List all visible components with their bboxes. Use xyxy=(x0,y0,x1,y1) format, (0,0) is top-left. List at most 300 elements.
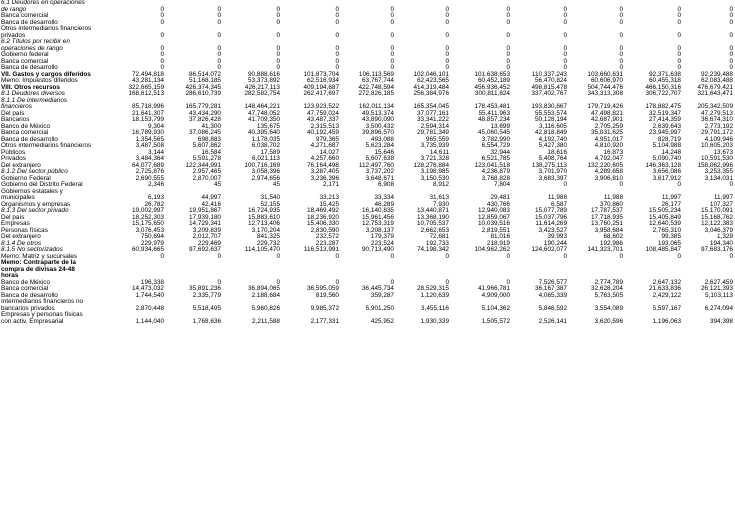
cell-value: 42,818,849 xyxy=(535,129,567,136)
row-label: VII. Gastos y cargos diferidos xyxy=(1,70,91,78)
cell-value: 41,709,350 xyxy=(248,116,280,123)
cell-value: 979,365 xyxy=(315,135,339,143)
cell-value: 23,945,997 xyxy=(649,129,681,136)
cell-value: 5,846,592 xyxy=(538,304,567,312)
cell-value: 108,485,847 xyxy=(645,246,681,253)
cell-value: 31,540 xyxy=(260,194,280,201)
cell-value: 0 xyxy=(390,31,394,39)
cell-value: 0 xyxy=(335,57,339,65)
cell-value: 16,724,935 xyxy=(248,207,280,214)
cell-value: 1,178,035 xyxy=(251,135,280,143)
cell-value: 36,674,310 xyxy=(701,116,733,123)
row-label: 8.1.5 No sectorizados xyxy=(1,246,63,253)
cell-value: 3,683,397 xyxy=(538,174,567,182)
cell-value: 35,031,625 xyxy=(591,129,623,136)
cell-value: 0 xyxy=(506,44,510,52)
cell-value: 0 xyxy=(160,31,164,39)
cell-value: 4,271,687 xyxy=(310,142,339,149)
cell-value: 1,329 xyxy=(717,233,733,240)
cell-value: 194,340 xyxy=(709,239,733,247)
cell-value: 0 xyxy=(563,12,567,19)
cell-value: 0 xyxy=(506,252,510,260)
row-label: Intermediarios financieros no xyxy=(1,298,84,305)
cell-value: 146,363,128 xyxy=(645,161,681,169)
cell-value: 192,986 xyxy=(599,239,623,247)
cell-value: 138,275,113 xyxy=(531,161,567,169)
cell-value: 0 xyxy=(335,51,339,58)
cell-value: 2,774,789 xyxy=(594,278,623,286)
cell-value: 6,021,113 xyxy=(252,155,280,162)
cell-value: 43,890,090 xyxy=(362,116,394,123)
cell-value: 0 xyxy=(390,57,394,65)
cell-value: 132,220,605 xyxy=(587,161,623,169)
cell-value: 1,930,339 xyxy=(420,317,449,325)
cell-value: 4,109,946 xyxy=(704,135,733,143)
cell-value: 19,951,867 xyxy=(189,207,221,214)
cell-value: 0 xyxy=(677,252,681,260)
cell-value: 128,276,884 xyxy=(413,161,449,169)
cell-value: 0 xyxy=(506,31,510,39)
cell-value: 158,062,996 xyxy=(697,161,733,169)
cell-value: 0 xyxy=(563,51,567,58)
cell-value: 51,168,185 xyxy=(189,77,221,84)
cell-value: 49,513,374 xyxy=(362,109,394,117)
cell-value: 11,997 xyxy=(713,194,733,201)
cell-value: 3,116,605 xyxy=(539,122,567,130)
row-label: 8.1.4 De otros xyxy=(1,239,42,247)
cell-value: 41,966,781 xyxy=(478,285,510,292)
cell-value: 0 xyxy=(619,18,623,26)
cell-value: 0 xyxy=(563,31,567,39)
cell-value: 493,088 xyxy=(370,135,394,143)
cell-value: 0 xyxy=(506,278,510,286)
row-label: 6.2 Títulos por recibir en xyxy=(1,38,70,45)
cell-value: 229,732 xyxy=(256,239,280,247)
cell-value: 0 xyxy=(276,64,280,71)
cell-value: 101,638,653 xyxy=(474,70,510,78)
cell-value: 32,944 xyxy=(490,148,510,156)
cell-value: 0 xyxy=(506,5,510,13)
cell-value: 45 xyxy=(213,181,221,188)
row-label: Privados xyxy=(1,155,26,162)
row-label: Personas físicas xyxy=(1,226,48,234)
table-row xyxy=(0,319,733,326)
cell-value: 64,077,689 xyxy=(132,161,164,169)
cell-value: 1,744,540 xyxy=(135,291,164,299)
cell-value: 148,464,221 xyxy=(244,103,280,110)
cell-value: 0 xyxy=(445,51,449,58)
cell-value: 5,427,380 xyxy=(538,142,567,149)
cell-value: 0 xyxy=(217,51,221,58)
cell-value: 6,038,702 xyxy=(251,142,280,149)
cell-value: 26,121,393 xyxy=(701,285,733,292)
row-label: Banca de desarrollo xyxy=(1,135,58,143)
cell-value: 5,104,988 xyxy=(652,142,681,149)
cell-value: 102,046,101 xyxy=(413,70,449,78)
cell-value: 3,253,355 xyxy=(704,168,733,175)
row-label: 8.1.1 De intermediarios xyxy=(1,96,68,104)
cell-value: 2,974,656 xyxy=(251,174,280,182)
cell-value: 114,105,470 xyxy=(244,246,280,253)
cell-value: 48,857,234 xyxy=(478,116,510,123)
cell-value: 223,524 xyxy=(370,239,394,247)
cell-value: 3,620,596 xyxy=(594,317,623,325)
cell-value: 37,826,428 xyxy=(189,116,221,123)
cell-value: 0 xyxy=(445,64,449,71)
cell-value: 359,287 xyxy=(370,291,394,299)
cell-value: 0 xyxy=(335,12,339,19)
row-label: Banca comercial xyxy=(1,285,49,292)
cell-value: 40,395,640 xyxy=(248,129,280,136)
cell-value: 3,617,912 xyxy=(652,174,681,182)
cell-value: 3,208,137 xyxy=(365,226,394,234)
cell-value: 0 xyxy=(390,18,394,26)
cell-value: 5,960,826 xyxy=(251,304,280,312)
row-label: Del país xyxy=(1,109,25,117)
cell-value: 223,287 xyxy=(315,239,339,247)
cell-value: 0 xyxy=(677,12,681,19)
cell-value: 168,612,513 xyxy=(128,90,164,97)
cell-value: 3,046,379 xyxy=(704,226,733,234)
cell-value: 97,683,176 xyxy=(701,246,733,253)
cell-value: 9,985,372 xyxy=(310,304,339,312)
cell-value: 47,498,821 xyxy=(591,109,623,117)
cell-value: 0 xyxy=(217,57,221,65)
cell-value: 36,167,387 xyxy=(535,285,567,292)
cell-value: 18,252,303 xyxy=(132,213,164,221)
cell-value: 162,011,134 xyxy=(358,103,394,110)
cell-value: 1,144,040 xyxy=(135,317,164,325)
cell-value: 17,718,935 xyxy=(591,213,623,221)
cell-value: 0 xyxy=(729,252,733,260)
cell-value: 0 xyxy=(677,51,681,58)
cell-value: 394,398 xyxy=(709,317,733,325)
cell-value: 3,958,684 xyxy=(594,226,623,234)
row-label: Del país xyxy=(1,213,25,221)
cell-value: 0 xyxy=(276,51,280,58)
cell-value: 62,516,934 xyxy=(307,77,339,84)
cell-value: 3,287,405 xyxy=(310,168,339,175)
cell-value: 0 xyxy=(445,278,449,286)
cell-value: 101,873,704 xyxy=(303,70,339,78)
cell-value: 2,705,259 xyxy=(594,122,623,130)
cell-value: 12,713,406 xyxy=(248,220,280,227)
row-label: Del extranjero xyxy=(1,161,41,169)
cell-value: 43,487,337 xyxy=(307,116,339,123)
row-label: con activ. Empresarial xyxy=(1,317,64,325)
cell-value: 2,188,684 xyxy=(251,291,280,299)
cell-value: 0 xyxy=(729,31,733,39)
row-label: bancarios privados xyxy=(1,304,55,312)
cell-value: 3,554,089 xyxy=(594,304,623,312)
cell-value: 104,962,262 xyxy=(474,246,510,253)
cell-value: 3,721,328 xyxy=(420,155,449,162)
cell-value: 5,623,284 xyxy=(365,142,394,149)
cell-value: 18,153,799 xyxy=(132,116,164,123)
cell-value: 504,744,476 xyxy=(587,83,623,91)
cell-value: 2,647,132 xyxy=(652,278,681,286)
cell-value: 0 xyxy=(619,44,623,52)
cell-value: 92,371,638 xyxy=(649,70,681,78)
cell-value: 425,952 xyxy=(370,317,394,325)
row-label: 6.1 Deudores en operaciones xyxy=(1,0,85,6)
row-label: 8.1.2 Del sector público xyxy=(1,168,68,175)
cell-value: 1,768,636 xyxy=(192,317,221,325)
cell-value: 15,505,234 xyxy=(649,207,681,214)
cell-value: 0 xyxy=(619,252,623,260)
cell-value: 5,763,505 xyxy=(594,291,623,299)
cell-value: 62,423,565 xyxy=(417,77,449,84)
cell-value: 3,134,031 xyxy=(704,174,733,182)
row-label: Gobierno del Distrito Federal xyxy=(1,181,83,188)
cell-value: 0 xyxy=(390,252,394,260)
cell-value: 39,993 xyxy=(547,233,567,240)
cell-value: 55,411,963 xyxy=(478,109,510,117)
cell-value: 72,494,818 xyxy=(132,70,164,78)
row-label: operaciones de rango xyxy=(1,44,63,52)
row-label: Gobierno Federal xyxy=(1,174,51,182)
cell-value: 165,354,045 xyxy=(413,103,449,110)
cell-value: 6,193 xyxy=(148,194,164,201)
cell-value: 3,500,432 xyxy=(365,122,394,130)
row-label: municipales xyxy=(1,194,35,201)
cell-value: 36,445,734 xyxy=(362,285,394,292)
cell-value: 2,429,122 xyxy=(652,291,681,299)
cell-value: 123,041,518 xyxy=(474,161,510,169)
cell-value: 41,300 xyxy=(201,122,221,130)
cell-value: 37,086,245 xyxy=(189,129,221,136)
cell-value: 52,155 xyxy=(260,200,280,208)
cell-value: 321,643,471 xyxy=(697,90,733,97)
cell-value: 5,408,764 xyxy=(538,155,567,162)
cell-value: 46,289 xyxy=(374,200,394,208)
cell-value: 178,453,481 xyxy=(474,103,510,110)
cell-value: 15,175,650 xyxy=(132,220,164,227)
cell-value: 12,859,067 xyxy=(478,213,510,221)
cell-value: 81,016 xyxy=(490,233,510,240)
cell-value: 476,679,421 xyxy=(697,83,733,91)
cell-value: 15,037,796 xyxy=(535,213,567,221)
cell-value: 2,773,192 xyxy=(704,122,733,130)
cell-value: 21,633,836 xyxy=(649,285,681,292)
cell-value: 32,519,347 xyxy=(649,109,681,117)
cell-value: 7,526,577 xyxy=(538,278,567,286)
cell-value: 16,584 xyxy=(201,148,221,156)
row-label: Empresas xyxy=(1,220,30,227)
cell-value: 3,076,453 xyxy=(135,226,164,234)
cell-value: 14,473,032 xyxy=(132,285,164,292)
cell-value: 15,961,456 xyxy=(362,213,394,221)
cell-value: 4,792,047 xyxy=(594,155,623,162)
cell-value: 179,379 xyxy=(370,233,394,240)
cell-value: 0 xyxy=(619,12,623,19)
cell-value: 97,692,637 xyxy=(189,246,221,253)
cell-value: 13,368,190 xyxy=(417,213,449,221)
cell-value: 62,083,488 xyxy=(701,77,733,84)
cell-value: 256,384,976 xyxy=(413,90,449,97)
cell-value: 5,607,862 xyxy=(192,142,221,149)
cell-value: 0 xyxy=(217,31,221,39)
cell-value: 11,986 xyxy=(547,194,567,201)
cell-value: 16,140,835 xyxy=(362,207,394,214)
cell-value: 2,870,007 xyxy=(192,174,221,182)
row-label: Empresas y personas físicas xyxy=(1,311,83,318)
cell-value: 60,934,665 xyxy=(132,246,164,253)
cell-value: 343,313,308 xyxy=(587,90,623,97)
cell-value: 0 xyxy=(563,5,567,13)
row-label: Del extranjero xyxy=(1,233,41,240)
cell-value: 26,177 xyxy=(661,200,681,208)
row-label: Banco de México xyxy=(1,278,51,286)
cell-value: 10,705,537 xyxy=(417,220,449,227)
cell-value: 50,128,194 xyxy=(535,116,567,123)
cell-value: 40,192,459 xyxy=(307,129,339,136)
cell-value: 426,374,345 xyxy=(185,83,221,91)
cell-value: 0 xyxy=(563,181,567,188)
cell-value: 10,591,530 xyxy=(701,155,733,162)
row-label: Bancarios xyxy=(1,116,30,123)
cell-value: 5,104,362 xyxy=(481,304,510,312)
cell-value: 42,416 xyxy=(201,200,221,208)
cell-value: 0 xyxy=(445,31,449,39)
cell-value: 498,815,478 xyxy=(531,83,567,91)
cell-value: 53,373,892 xyxy=(248,77,280,84)
cell-value: 2,315,513 xyxy=(310,122,339,130)
cell-value: 13,760,251 xyxy=(591,220,623,227)
cell-value: 0 xyxy=(276,57,280,65)
cell-value: 0 xyxy=(445,5,449,13)
cell-value: 0 xyxy=(335,64,339,71)
cell-value: 8,912 xyxy=(433,181,449,188)
cell-value: 63,767,744 xyxy=(362,77,394,84)
cell-value: 3,737,202 xyxy=(365,168,394,175)
cell-value: 2,171 xyxy=(323,181,339,188)
cell-value: 17,939,180 xyxy=(189,213,221,221)
cell-value: 16,789,930 xyxy=(132,129,164,136)
cell-value: 29,481 xyxy=(490,194,510,201)
cell-value: 6,274,094 xyxy=(704,304,733,312)
cell-value: 13,673 xyxy=(713,148,733,156)
cell-value: 92,239,488 xyxy=(701,70,733,78)
cell-value: 0 xyxy=(276,5,280,13)
cell-value: 1,505,572 xyxy=(481,317,510,325)
row-label: Gobierno federal xyxy=(1,51,49,58)
cell-value: 85,718,996 xyxy=(132,103,164,110)
cell-value: 47,279,513 xyxy=(701,109,733,117)
cell-value: 21,641,307 xyxy=(132,109,164,117)
cell-value: 466,150,316 xyxy=(645,83,681,91)
cell-value: 232,572 xyxy=(315,233,339,240)
cell-value: 3,782,990 xyxy=(481,135,510,143)
row-label: de rango xyxy=(1,5,27,13)
cell-value: 12,640,539 xyxy=(649,220,681,227)
cell-value: 0 xyxy=(276,44,280,52)
cell-value: 0 xyxy=(619,181,623,188)
cell-value: 0 xyxy=(619,31,623,39)
cell-value: 6,908 xyxy=(378,181,394,188)
cell-value: 430,766 xyxy=(486,200,510,208)
cell-value: 36,894,065 xyxy=(248,285,280,292)
cell-value: 229,469 xyxy=(197,239,221,247)
cell-value: 3,198,985 xyxy=(420,168,449,175)
cell-value: 42,687,901 xyxy=(591,116,623,123)
cell-value: 2,594,314 xyxy=(420,122,449,130)
cell-value: 0 xyxy=(729,64,733,71)
cell-value: 74,198,342 xyxy=(417,246,449,253)
row-label: Públicos xyxy=(1,148,26,156)
cell-value: 76,164,498 xyxy=(307,161,339,169)
cell-value: 0 xyxy=(729,51,733,58)
cell-value: 2,012,707 xyxy=(192,233,221,240)
cell-value: 5,597,167 xyxy=(652,304,681,312)
cell-value: 11,997 xyxy=(661,194,681,201)
cell-value: 3,768,828 xyxy=(481,174,510,182)
cell-value: 44,997 xyxy=(201,194,221,201)
cell-value: 39,896,570 xyxy=(362,129,394,136)
row-label: Banca comercial xyxy=(1,129,49,136)
cell-value: 286,610,739 xyxy=(185,90,221,97)
cell-value: 0 xyxy=(563,18,567,26)
cell-value: 60,455,318 xyxy=(649,77,681,84)
cell-value: 15,883,610 xyxy=(248,213,280,221)
cell-value: 3,058,396 xyxy=(251,168,280,175)
cell-value: 14,611 xyxy=(429,148,449,156)
cell-value: 47,748,052 xyxy=(248,109,280,117)
cell-value: 33,334 xyxy=(374,194,394,201)
cell-value: 124,602,077 xyxy=(531,246,567,253)
cell-value: 141,323,701 xyxy=(587,246,623,253)
cell-value: 0 xyxy=(160,51,164,58)
cell-value: 3,144 xyxy=(148,148,164,156)
cell-value: 3,236,396 xyxy=(310,174,339,182)
cell-value: 0 xyxy=(390,51,394,58)
cell-value: 698,883 xyxy=(197,135,221,143)
row-label: horas xyxy=(1,272,19,279)
cell-value: 99,385 xyxy=(661,233,681,240)
cell-value: 0 xyxy=(390,44,394,52)
cell-value: 33,213 xyxy=(319,194,339,201)
cell-value: 0 xyxy=(445,18,449,26)
cell-value: 841,325 xyxy=(256,233,280,240)
cell-value: 10,605,203 xyxy=(701,142,733,149)
cell-value: 3,170,204 xyxy=(251,226,280,234)
cell-value: 10,039,516 xyxy=(478,220,510,227)
cell-value: 0 xyxy=(506,12,510,19)
cell-value: 3,484,364 xyxy=(135,155,164,162)
cell-value: 14,729,341 xyxy=(189,220,221,227)
cell-value: 11,614,269 xyxy=(535,220,567,227)
cell-value: 0 xyxy=(217,12,221,19)
cell-value: 0 xyxy=(506,64,510,71)
cell-value: 2,662,653 xyxy=(420,226,449,234)
cell-value: 45 xyxy=(272,181,280,188)
cell-value: 0 xyxy=(729,18,733,26)
cell-value: 0 xyxy=(276,278,280,286)
cell-value: 272,826,185 xyxy=(358,90,394,97)
cell-value: 2,870,448 xyxy=(135,304,164,312)
cell-value: 193,065 xyxy=(657,239,681,247)
cell-value: 43,281,134 xyxy=(132,77,164,84)
cell-value: 0 xyxy=(506,57,510,65)
cell-value: 3,648,671 xyxy=(365,174,394,182)
cell-value: 18,236,920 xyxy=(307,213,339,221)
cell-value: 106,113,569 xyxy=(358,70,394,78)
cell-value: 18,469,492 xyxy=(307,207,339,214)
cell-value: 32,628,204 xyxy=(591,285,623,292)
cell-value: 14,248 xyxy=(661,148,681,156)
cell-value: 0 xyxy=(276,12,280,19)
cell-value: 178,882,475 xyxy=(645,103,681,110)
